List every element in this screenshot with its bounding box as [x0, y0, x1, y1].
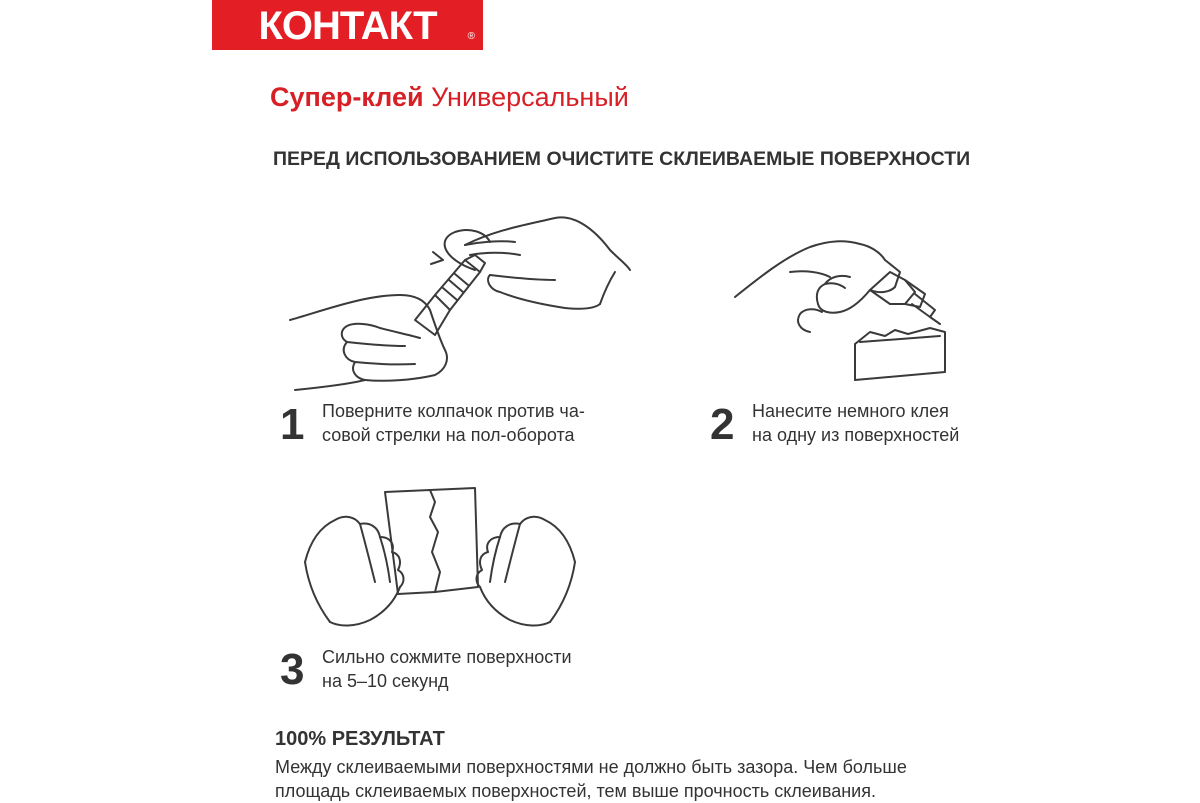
- registered-mark: ®: [467, 31, 475, 42]
- hand-applying-glue-illustration: [730, 232, 960, 387]
- step-1-number: 1: [280, 400, 305, 449]
- step-2-number: 2: [710, 400, 735, 449]
- product-title: [270, 80, 629, 114]
- step-2-line-1: Нанесите немного клея: [752, 401, 949, 421]
- result-line-2: площадь склеиваемых поверхностей, тем выше прочность склеивания.: [275, 781, 876, 801]
- result-text: [275, 755, 907, 803]
- step-3-text: [322, 645, 572, 693]
- step-3-line-2: на 5–10 секунд: [322, 671, 449, 691]
- step-1-line-2: совой стрелки на пол-оборота: [322, 425, 575, 445]
- hand-twisting-cap-illustration: [285, 200, 635, 395]
- product-variant: Универсальный: [431, 82, 629, 112]
- brand-logo: [212, 0, 483, 50]
- result-title: 100% РЕЗУЛЬТАТ: [275, 728, 445, 750]
- instruction-heading: ПЕРЕД ИСПОЛЬЗОВАНИЕМ ОЧИСТИТЕ СКЛЕИВАЕМЫЕ ПОВЕРХНОСТИ: [273, 148, 971, 170]
- step-1-text: [322, 399, 585, 447]
- step-2-text: [752, 399, 959, 447]
- step-2-line-2: на одну из поверхностей: [752, 425, 960, 445]
- step-1-line-1: Поверните колпачок против ча-: [322, 401, 585, 421]
- step-3-line-1: Сильно сожмите поверхности: [322, 647, 572, 667]
- step-3-number: 3: [280, 645, 305, 694]
- product-kind: Супер-клей: [270, 82, 424, 112]
- result-line-1: Между склеиваемыми поверхностями не должно быть зазора. Чем больше: [275, 757, 907, 777]
- brand-name: КОНТАКТ: [258, 4, 437, 48]
- hands-pressing-surfaces-illustration: [300, 482, 580, 632]
